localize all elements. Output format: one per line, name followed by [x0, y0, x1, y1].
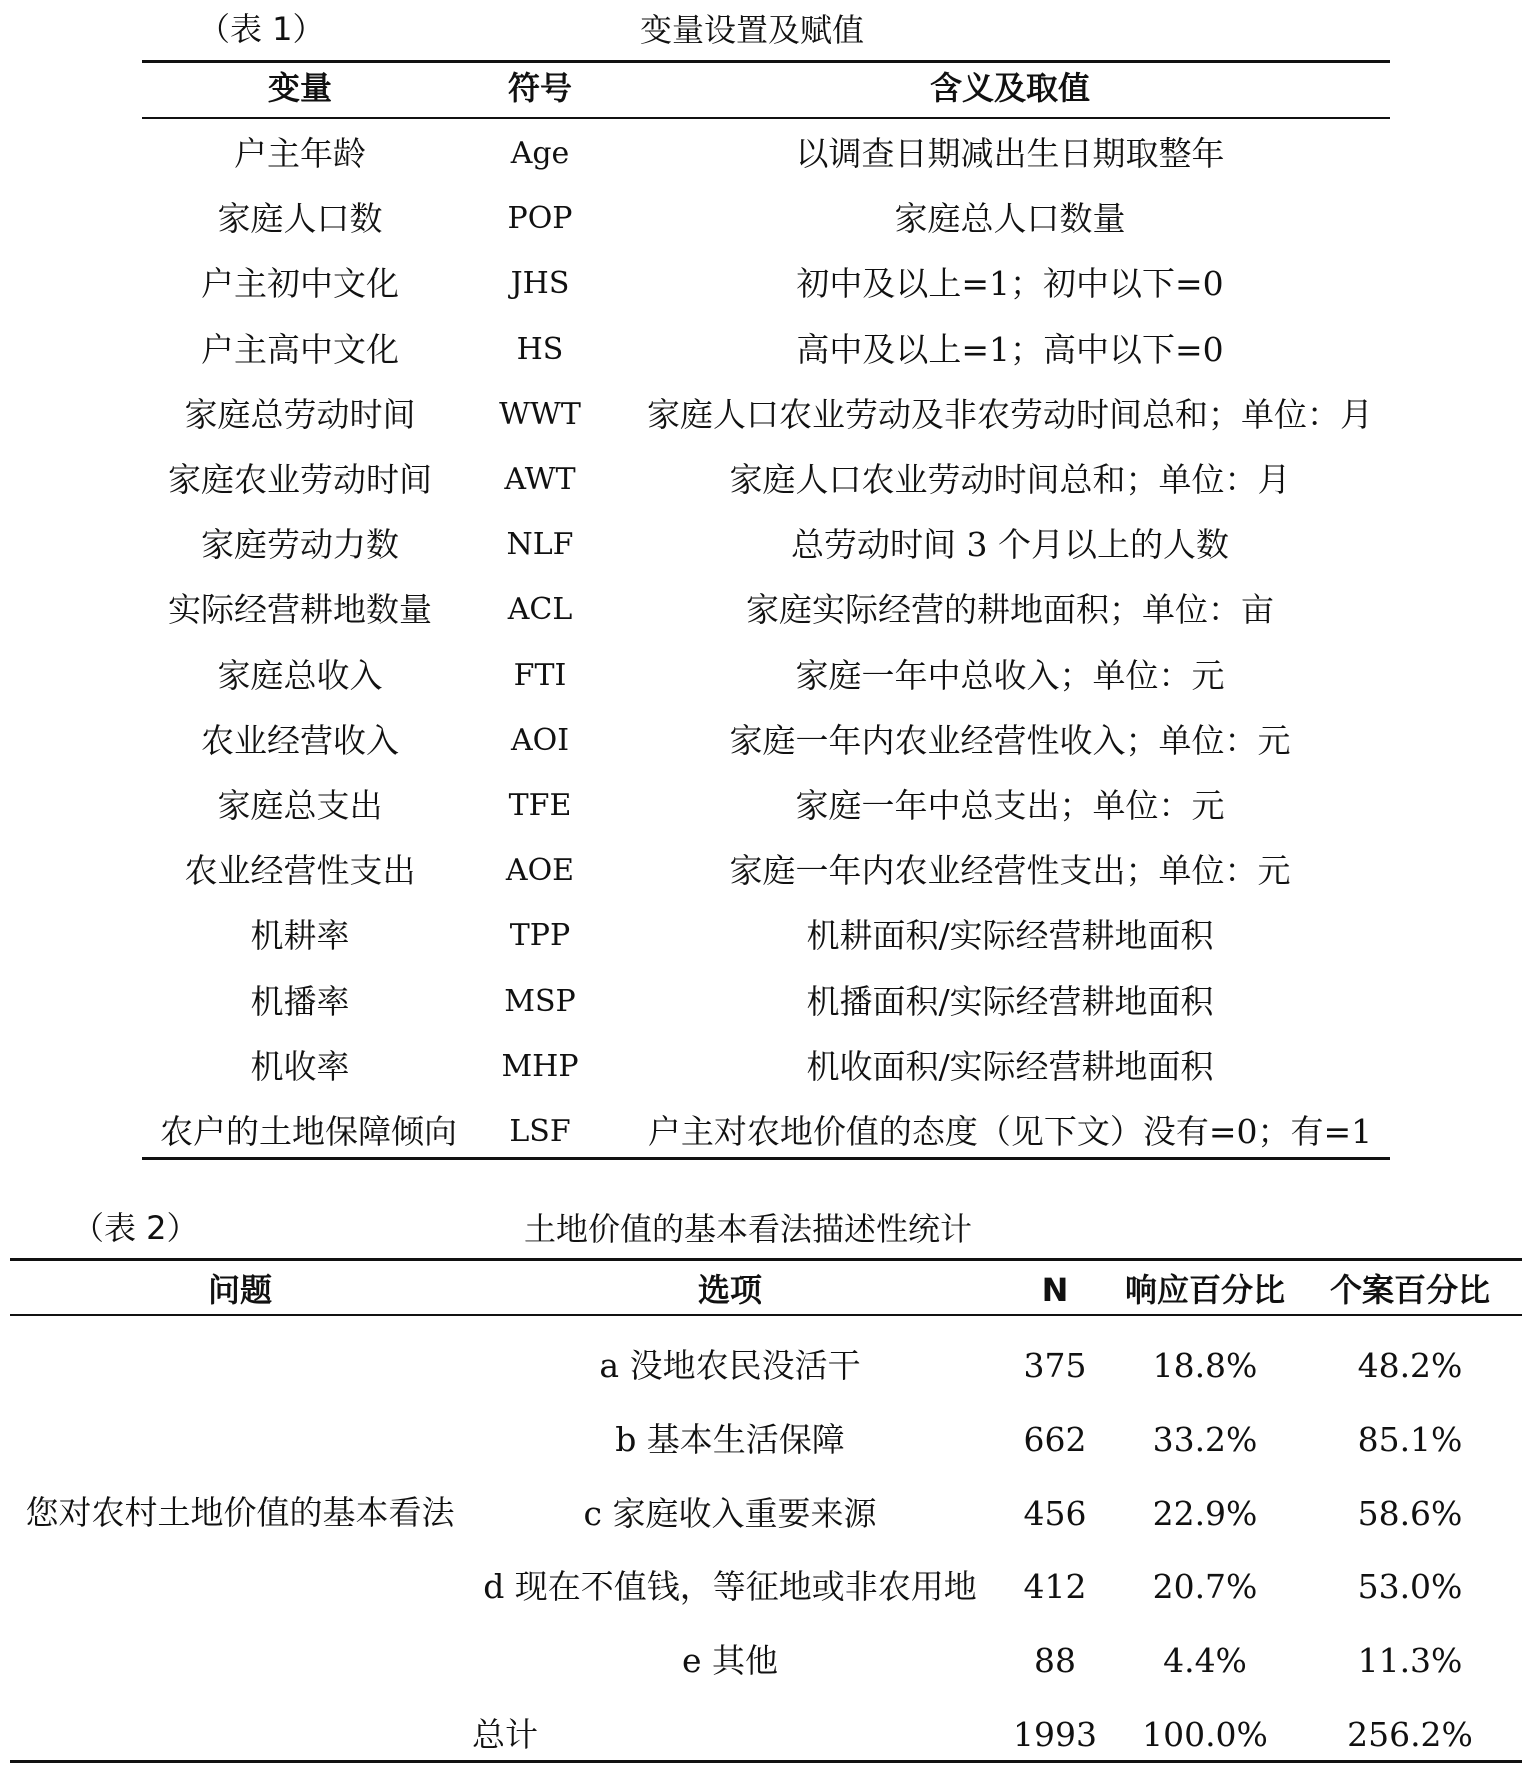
table2-cell-n: 456	[1023, 1493, 1087, 1533]
table1-cell-symbol: HS	[516, 331, 564, 367]
table2-total-label: 总计	[472, 1715, 538, 1754]
table1-row	[0, 1110, 1528, 1154]
table1-row	[0, 980, 1528, 1024]
table1-cell-variable: 农户的土地保障倾向	[160, 1112, 457, 1151]
table2-header-question: 问题	[207, 1271, 272, 1309]
table1-row	[0, 849, 1528, 893]
table1-cell-symbol: NLF	[506, 527, 574, 563]
table1-title: 变量设置及赋值	[640, 11, 865, 49]
table1-row	[0, 197, 1528, 241]
table1-cell-symbol: AOE	[505, 853, 575, 889]
table1-header-meaning: 含义及取值	[929, 69, 1090, 107]
table1-cell-symbol: AOI	[510, 722, 570, 758]
table1-row	[0, 523, 1528, 567]
table2-row	[0, 1344, 1528, 1388]
table2-header-response-pct: 响应百分比	[1124, 1271, 1285, 1309]
table1-cell-variable: 机耕率	[250, 916, 350, 956]
table1-row	[0, 328, 1528, 372]
table1-cell-symbol: FTI	[513, 657, 567, 693]
table1-row	[0, 458, 1528, 502]
table2-row	[0, 1492, 1528, 1536]
table1-row	[0, 719, 1528, 763]
table1-cell-meaning: 家庭一年内农业经营性支出；单位：元	[729, 851, 1291, 891]
table1-cell-meaning: 家庭总人口数量	[894, 199, 1126, 239]
table1-cell-symbol: Age	[510, 136, 570, 171]
table1-cell-symbol: JHS	[510, 266, 570, 302]
table2-cell-n: 412	[1023, 1567, 1087, 1607]
table2-cell-case-pct: 11.3%	[1357, 1641, 1463, 1681]
table1-bottom-rule	[142, 1157, 1390, 1160]
table1-cell-symbol: AWT	[504, 462, 576, 497]
table2-cell-case-pct: 256.2%	[1347, 1715, 1473, 1754]
table1-cell-variable: 实际经营耕地数量	[168, 590, 432, 630]
table2-cell-n: 375	[1023, 1346, 1087, 1385]
table1-cell-symbol: LSF	[509, 1114, 571, 1149]
table1-row	[0, 784, 1528, 828]
table2-cell-n: 1993	[1013, 1715, 1097, 1754]
table2-cell-option: c 家庭收入重要来源	[583, 1493, 877, 1533]
table1-cell-variable: 农业经营收入	[201, 720, 399, 760]
table1-cell-meaning: 家庭人口农业劳动时间总和；单位：月	[729, 460, 1291, 499]
table1-row	[0, 132, 1528, 176]
table1-cell-meaning: 户主对农地价值的态度（见下文）没有=0；有=1	[647, 1112, 1373, 1151]
table2-cell-n: 662	[1023, 1419, 1087, 1459]
table1-row	[0, 588, 1528, 632]
table1-top-rule	[142, 60, 1390, 63]
table2-question: 您对农村土地价值的基本看法	[25, 1493, 455, 1532]
table1-cell-variable: 家庭劳动力数	[201, 525, 399, 565]
table1-cell-variable: 机播率	[250, 981, 350, 1021]
table2-cell-case-pct: 53.0%	[1357, 1567, 1463, 1607]
table2-cell-option: e 其他	[681, 1641, 779, 1681]
table1-cell-variable: 机收率	[250, 1046, 350, 1086]
table1-cell-meaning: 家庭一年内农业经营性收入；单位：元	[729, 720, 1291, 760]
table1-header-symbol: 符号	[507, 69, 572, 107]
table1-cell-meaning: 家庭一年中总支出；单位：元	[795, 786, 1225, 825]
table1-cell-variable: 家庭人口数	[217, 199, 383, 239]
table2-total-row	[0, 1713, 1528, 1757]
table1-cell-variable: 农业经营性支出	[184, 851, 416, 891]
table1-cell-symbol: ACL	[507, 592, 573, 628]
table1-cell-variable: 户主初中文化	[201, 264, 399, 304]
table2-row	[0, 1418, 1528, 1462]
table2-top-rule	[10, 1258, 1522, 1261]
table2-cell-option: a 没地农民没活干	[599, 1346, 861, 1385]
table2-cell-response-pct: 20.7%	[1152, 1567, 1258, 1607]
table1-cell-meaning: 以调查日期减出生日期取整年	[795, 134, 1225, 173]
table1-cell-symbol: POP	[507, 201, 573, 237]
table2-title: 土地价值的基本看法描述性统计	[524, 1210, 973, 1248]
table1-cell-symbol: WWT	[499, 396, 581, 432]
table2-header-rule	[10, 1314, 1522, 1316]
table1-cell-symbol: TFE	[508, 788, 572, 823]
table1-cell-variable: 户主年龄	[234, 134, 366, 173]
table1-cell-meaning: 总劳动时间 3 个月以上的人数	[791, 525, 1229, 565]
table1-cell-symbol: TPP	[509, 918, 571, 954]
table2-bottom-rule	[10, 1760, 1522, 1763]
table2-header-case-pct: 个案百分比	[1329, 1271, 1490, 1309]
table1-cell-meaning: 初中及以上=1；初中以下=0	[796, 264, 1224, 304]
table1-header-variable: 变量	[267, 69, 332, 107]
table1-cell-symbol: MHP	[501, 1048, 579, 1084]
table1-cell-variable: 家庭农业劳动时间	[168, 460, 432, 499]
table1-cell-meaning: 高中及以上=1；高中以下=0	[796, 329, 1224, 369]
table1-cell-meaning: 机播面积/实际经营耕地面积	[806, 981, 1214, 1021]
table1-row	[0, 654, 1528, 698]
table1-row	[0, 914, 1528, 958]
table2-cell-case-pct: 58.6%	[1357, 1493, 1463, 1533]
table2-label: （表 2）	[72, 1209, 199, 1247]
table1-header-rule	[142, 117, 1390, 119]
table1-cell-symbol: MSP	[504, 983, 576, 1019]
table1-cell-meaning: 家庭人口农业劳动及非农劳动时间总和；单位：月	[647, 394, 1373, 434]
table1-cell-meaning: 家庭一年中总收入；单位：元	[795, 655, 1225, 695]
table2-cell-response-pct: 33.2%	[1152, 1419, 1258, 1459]
table2-cell-response-pct: 18.8%	[1152, 1346, 1258, 1385]
table2-cell-response-pct: 4.4%	[1163, 1641, 1247, 1681]
table2-cell-response-pct: 100.0%	[1142, 1715, 1268, 1754]
table1-label: （表 1）	[198, 10, 325, 48]
table1-cell-meaning: 机收面积/实际经营耕地面积	[806, 1046, 1214, 1086]
table2-cell-response-pct: 22.9%	[1152, 1493, 1258, 1533]
table1-cell-meaning: 机耕面积/实际经营耕地面积	[806, 916, 1214, 956]
table2-cell-option: b 基本生活保障	[615, 1419, 845, 1459]
table2-row	[0, 1639, 1528, 1683]
table1-row	[0, 1045, 1528, 1089]
table2-cell-case-pct: 85.1%	[1357, 1419, 1463, 1459]
table2-header-n: N	[1041, 1271, 1069, 1309]
table2-row	[0, 1565, 1528, 1609]
table1-row	[0, 262, 1528, 306]
table2-header-option: 选项	[697, 1271, 762, 1309]
table1-cell-variable: 家庭总劳动时间	[184, 394, 416, 434]
table1-cell-meaning: 家庭实际经营的耕地面积；单位：亩	[746, 590, 1274, 630]
table2-cell-n: 88	[1034, 1641, 1076, 1681]
table1-cell-variable: 家庭总收入	[217, 655, 383, 695]
table2-cell-case-pct: 48.2%	[1357, 1346, 1463, 1385]
table1-row	[0, 393, 1528, 437]
table1-cell-variable: 户主高中文化	[201, 329, 399, 369]
table1-cell-variable: 家庭总支出	[217, 786, 383, 825]
table2-cell-option: d 现在不值钱，等征地或非农用地	[483, 1567, 977, 1607]
